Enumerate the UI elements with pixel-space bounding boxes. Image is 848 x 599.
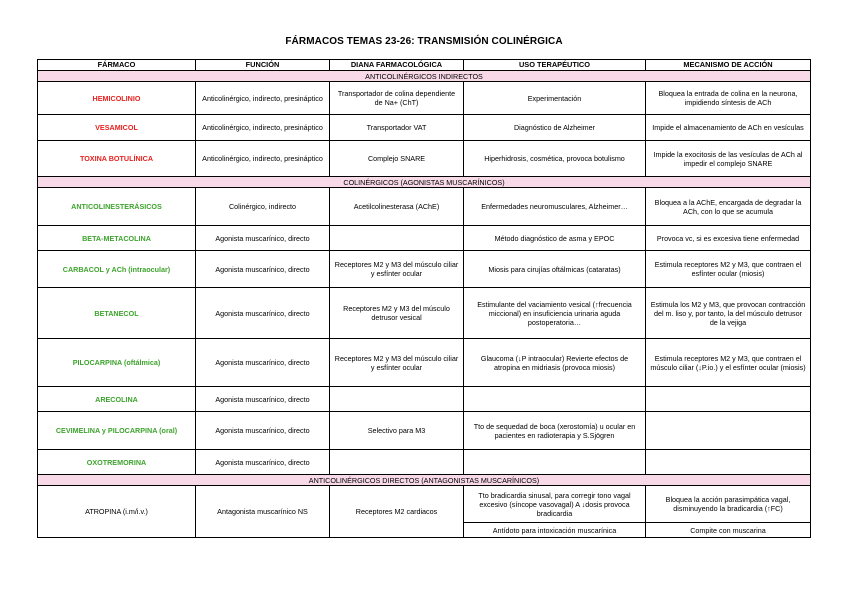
- table-row: [38, 450, 811, 475]
- funcion-cell: Agonista muscarínico, directo: [196, 412, 330, 450]
- funcion-cell: Anticolinérgico, indirecto, presináptico: [196, 82, 330, 115]
- diana-cell: [330, 387, 464, 412]
- diana-cell: [330, 226, 464, 251]
- diana-cell: Receptores M2 y M3 del músculo ciliar y esfínter ocular: [330, 251, 464, 288]
- funcion-cell: Anticolinérgico, indirecto, presináptico: [196, 115, 330, 141]
- diana-cell: [330, 450, 464, 475]
- header-uso: USO TERAPÉUTICO: [464, 60, 646, 71]
- uso-cell: [464, 450, 646, 475]
- mecanismo-cell: [646, 412, 811, 450]
- uso-cell: Estimulante del vaciamiento vesical (↑frecuencia miccional) en insuficiencia urinaria aguda postoperatoria…: [464, 288, 646, 339]
- uso-cell: Método diagnóstico de asma y EPOC: [464, 226, 646, 251]
- drug-name: PILOCARPINA (oftálmica): [38, 339, 196, 387]
- mecanismo-cell: [646, 450, 811, 475]
- section-row: [38, 177, 811, 188]
- diana-cell: Receptores M2 y M3 del músculo detrusor vesical: [330, 288, 464, 339]
- table-row: [38, 226, 811, 251]
- diana-cell: Selectivo para M3: [330, 412, 464, 450]
- table-row: [38, 82, 811, 115]
- table-row: [38, 188, 811, 226]
- section-label: ANTICOLINÉRGICOS DIRECTOS (ANTAGONISTAS MUSCARÍNICOS): [38, 475, 811, 486]
- funcion-cell: Agonista muscarínico, directo: [196, 288, 330, 339]
- mecanismo-cell: Compite con muscarina: [646, 523, 811, 538]
- mecanismo-cell: Impide el almacenamiento de ACh en vesículas: [646, 115, 811, 141]
- table-row: [38, 115, 811, 141]
- uso-cell: Enfermedades neuromusculares, Alzheimer…: [464, 188, 646, 226]
- drug-name: ANTICOLINESTERÁSICOS: [38, 188, 196, 226]
- section-label: ANTICOLINÉRGICOS INDIRECTOS: [38, 71, 811, 82]
- drug-name: BETANECOL: [38, 288, 196, 339]
- funcion-cell: Antagonista muscarínico NS: [196, 486, 330, 538]
- diana-cell: Acetilcolinesterasa (AChE): [330, 188, 464, 226]
- funcion-cell: Agonista muscarínico, directo: [196, 450, 330, 475]
- mecanismo-cell: Estimula receptores M2 y M3, que contraen el esfínter ocular (miosis): [646, 251, 811, 288]
- drug-name: OXOTREMORINA: [38, 450, 196, 475]
- uso-cell: Tto de sequedad de boca (xerostomía) u ocular en pacientes en radioterapia y S.Sjögren: [464, 412, 646, 450]
- drug-name: ATROPINA (i.m/i.v.): [38, 486, 196, 538]
- diana-cell: Receptores M2 cardiacos: [330, 486, 464, 538]
- uso-cell: [464, 387, 646, 412]
- drug-table: [37, 59, 811, 538]
- header-diana: DIANA FARMACOLÓGICA: [330, 60, 464, 71]
- header-row: [38, 60, 811, 71]
- table-row: [38, 486, 811, 523]
- funcion-cell: Agonista muscarínico, directo: [196, 387, 330, 412]
- drug-name: VESAMICOL: [38, 115, 196, 141]
- uso-cell: Tto bradicardia sinusal, para corregir tono vagal excesivo (síncope vasovagal) A ↓dosis provoca bradicardia: [464, 486, 646, 523]
- header-farmaco: FÁRMACO: [38, 60, 196, 71]
- mecanismo-cell: Estimula los M2 y M3, que provocan contracción del m. liso y, por tanto, la del músculo detrusor de la vejiga: [646, 288, 811, 339]
- header-mecanismo: MECANISMO DE ACCIÓN: [646, 60, 811, 71]
- uso-cell: Hiperhidrosis, cosmética, provoca botulismo: [464, 141, 646, 177]
- uso-cell: Experimentación: [464, 82, 646, 115]
- table-row: [38, 251, 811, 288]
- mecanismo-cell: Provoca vc, si es excesiva tiene enfermedad: [646, 226, 811, 251]
- table-row: [38, 288, 811, 339]
- mecanismo-cell: Bloquea la acción parasimpática vagal, disminuyendo la bradicardia (↑FC): [646, 486, 811, 523]
- section-label: COLINÉRGICOS (AGONISTAS MUSCARÍNICOS): [38, 177, 811, 188]
- mecanismo-cell: [646, 387, 811, 412]
- mecanismo-cell: Impide la exocitosis de las vesículas de ACh al impedir el complejo SNARE: [646, 141, 811, 177]
- diana-cell: Complejo SNARE: [330, 141, 464, 177]
- drug-name: BETA-METACOLINA: [38, 226, 196, 251]
- diana-cell: Transportador de colina dependiente de Na+ (ChT): [330, 82, 464, 115]
- table-row: [38, 141, 811, 177]
- uso-cell: Antídoto para intoxicación muscarínica: [464, 523, 646, 538]
- page-title: FÁRMACOS TEMAS 23-26: TRANSMISIÓN COLINÉRGICA: [285, 36, 563, 47]
- table-row: [38, 339, 811, 387]
- uso-cell: Miosis para cirujías oftálmicas (cataratas): [464, 251, 646, 288]
- section-row: [38, 475, 811, 486]
- funcion-cell: Anticolinérgico, indirecto, presináptico: [196, 141, 330, 177]
- uso-cell: Glaucoma (↓P intraocular) Revierte efectos de atropina en midriasis (provoca miosis): [464, 339, 646, 387]
- mecanismo-cell: Estimula receptores M2 y M3, que contraen el músculo ciliar (↓P.io.) y el esfínter ocular (miosis): [646, 339, 811, 387]
- mecanismo-cell: Bloquea la entrada de colina en la neurona, impidiendo síntesis de ACh: [646, 82, 811, 115]
- funcion-cell: Agonista muscarínico, directo: [196, 226, 330, 251]
- funcion-cell: Agonista muscarínico, directo: [196, 251, 330, 288]
- mecanismo-cell: Bloquea a la AChE, encargada de degradar la ACh, con lo que se acumula: [646, 188, 811, 226]
- funcion-cell: Colinérgico, indirecto: [196, 188, 330, 226]
- drug-name: TOXINA BOTULÍNICA: [38, 141, 196, 177]
- section-row: [38, 71, 811, 82]
- table-row: [38, 387, 811, 412]
- uso-cell: Diagnóstico de Alzheimer: [464, 115, 646, 141]
- diana-cell: Transportador VAT: [330, 115, 464, 141]
- table-row: [38, 412, 811, 450]
- drug-name: HEMICOLINIO: [38, 82, 196, 115]
- drug-name: ARECOLINA: [38, 387, 196, 412]
- diana-cell: Receptores M2 y M3 del músculo ciliar y esfínter ocular: [330, 339, 464, 387]
- funcion-cell: Agonista muscarínico, directo: [196, 339, 330, 387]
- drug-name: CEVIMELINA y PILOCARPINA (oral): [38, 412, 196, 450]
- drug-name: CARBACOL y ACh (intraocular): [38, 251, 196, 288]
- header-funcion: FUNCIÓN: [196, 60, 330, 71]
